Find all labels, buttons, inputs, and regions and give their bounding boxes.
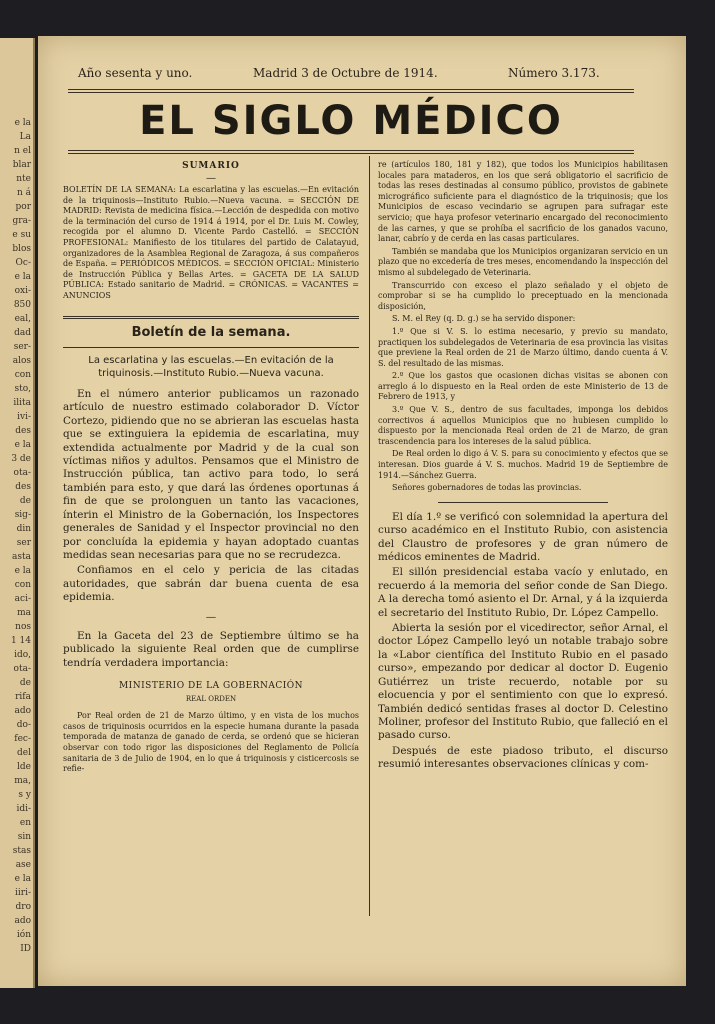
facing-page-fragment: gra- [12,216,31,226]
facing-page-fragment: e la [14,440,31,450]
facing-page-fragment: por [15,202,31,212]
facing-page-fragment: del [17,748,31,758]
facing-page-fragment: n el [14,146,31,156]
orden-item-2: 2.º Que los gastos que ocasionen dichas visitas se abonen con arreglo á lo dispuesto en la Real orden de este Ministerio de 13 de Febrero de 1913, y [378,371,668,402]
sumario-text: BOLETÍN DE LA SEMANA: La escarlatina y las escuelas.—En evitación de la triquinosis—Instituto Rubio.—Nueva vacuna. = SECCIÓN DE MADRID: Revista de medicina física.—Lección de despedida con motivo de la terminación del curso de 1914 á 1914, por el Dr. Luis M. Cowley, recogida por el alumno D. Vicente Pardo Castelló. = SECCIÓN PROFESIONAL: Manifiesto de los titulares del partido de Calatayud, organizadores de la Asamblea Regional de Zaragoza, á sus compañeros de España. = PERIÓDICOS MÉDICOS. = SECCIÓN OFICIAL: Ministerio de Instrucción Pública y Bellas Artes. = GACETA DE LA SALUD PÚBLICA: Estado sanitario de Madrid. = CRÓNICAS. = VACANTES = ANUNCIOS [63,185,359,300]
facing-page-fragment: nte [16,174,31,184]
section-rule-thin [63,347,359,348]
facing-page-fragment: sig- [14,510,31,520]
facing-page-fragment: Oc- [15,258,31,268]
orden-addressee: Señores gobernadores de todas las provincias. [392,483,582,493]
instituto-paragraph-2: El sillón presidencial estaba vacío y enlutado, en recuerdo á la memoria del señor conde de San Diego. A la derecha tomó asiento el Dr. Arnal, y á la izquierda el secretario del Instituto Rubio, Dr. López Campello. [378,566,668,619]
facing-page-fragment: des [15,426,31,436]
issue-number: Número 3.173. [508,66,600,80]
facing-page-fragment: ión [16,930,31,940]
facing-page-fragment: ser [16,538,31,548]
instituto-paragraph-1: El día 1.º se verificó con solemnidad la apertura del curso académico en el Instituto Rubio, con asistencia del Claustro de profesores y de gran número de médicos eminentes de Madrid. [378,510,668,564]
facing-page-fragment: sin [17,832,31,842]
facing-page-fragment: stas [12,846,31,856]
facing-page-fragment: nos [15,622,31,632]
facing-page-fragment: e su [12,230,31,240]
facing-page-fragment: ota- [13,664,31,674]
facing-page-fragment: en [19,818,31,828]
facing-page-fragment: s y [18,790,31,800]
facing-page-fragment: do- [16,720,31,730]
orden-paragraph-2: También se mandaba que los Municipios organizaran servicio en un plazo que no excedería de tres meses, encomendando la inspección del mismo al subdelegado de Veterinaria. [378,246,668,277]
boletin-subhead: La escarlatina y las escuelas.—En evitación de la triquinosis.—Instituto Rubio.—Nueva vacuna. [88,355,334,380]
facing-page-fragment: e la [14,118,31,128]
facing-page-fragment: n á [16,188,31,198]
masthead [68,66,638,82]
facing-page-fragment: ivi- [17,412,31,422]
sumario-dash: — [206,172,216,184]
facing-page-fragment: e la [14,566,31,576]
facing-page-fragment: alos [12,356,31,366]
instituto-paragraph-4: Después de este piadoso tributo, el discurso resumió interesantes observaciones clínicas y com- [378,744,668,771]
facing-page-fragment: dro [15,902,31,912]
boletin-paragraph-3: En la Gaceta del 23 de Septiembre último se ha publicado la siguiente Real orden que de cumplirse tendría verdadera importancia: [63,629,359,669]
boletin-paragraph-1: En el número anterior publicamos un razonado artículo de nuestro estimado colaborador D. Víctor Cortezo, pidiendo que no se abrieran las escuelas hasta que se extinguiera la epidemia de escarlatina, muy extendida actualmente por Madrid y de la cual son víctimas niños y adultos. Pensamos que el Ministro de Instrucción pública, tan activo para todo, lo será también para esto, y que dará las órdenes oportunas á fin de que se prolonguen un tanto las vacaciones, ínterin el Ministro de la Gobernación, los Inspectores generales de Sanidad y el Inspector provincial no den por concluída la epidemia y hayan adoptado cuantas medidas sean necesarias para que no se recrudezca. [63,388,359,561]
date-label: Madrid 3 de Octubre de 1914. [253,66,438,80]
facing-page-fragment: aci- [14,594,31,604]
facing-page-fragment: des [15,482,31,492]
facing-page-fragment: ma, [14,776,31,786]
section-rule [63,316,359,319]
real-orden-heading: REAL ORDEN [185,694,237,703]
facing-page-fragment: de [19,678,31,688]
facing-page-fragment: e la [14,874,31,884]
facing-page-fragment: e la [14,272,31,282]
real-orden-paragraph: Por Real orden de 21 de Marzo último, y en vista de los muchos casos de triquinosis ocurridos en la especie humana durante la pasada temporada de matanza de ganado de cerda, se ordenó que se hicieran observar con todo rigor las disposiciones del Reglamento de Policía sanitaria de 3 de Julio de 1904, en lo que á triquinosis y cisticercosis se refie- [63,711,359,774]
facing-page-fragment: blar [12,160,31,170]
facing-page-fragment: idi- [16,804,31,814]
facing-page-fragment: ilita [13,398,31,408]
facing-page-fragment: ma [17,608,31,618]
sumario-heading: SUMARIO [182,161,240,171]
volume-label: Año sesenta y uno. [78,66,193,80]
facing-page-fragment: 1 14 [10,636,31,646]
facing-page-fragment: dad [14,328,31,338]
facing-page-fragment: rifa [15,692,31,702]
title-rule [68,150,634,151]
facing-page-fragment: din [16,524,31,534]
orden-item-3: 3.º Que V. S., dentro de sus facultades, imponga los debidos correctivos á aquellos Municipios que no hubiesen cumplido lo dispuesto por la mencionada Real orden de 21 de Marzo, de gran trascendencia para los intereses de la salud pública. [378,405,668,446]
boletin-title: Boletín de la semana. [131,324,291,340]
orden-item-1: 1.º Que si V. S. lo estima necesario, y previo su mandato, practiquen los subdelegados de Veterinaria de esa provincia las visitas que previene la Real orden de 21 de Marzo último, dando cuenta á V. S. del resultado de las mismas. [378,326,668,368]
facing-page-margin [0,38,35,988]
title-rule-2 [68,153,634,154]
right-column [378,160,668,774]
facing-page-fragment: ado [14,916,31,926]
separator-dash: — [205,610,217,623]
newspaper-page [38,36,686,986]
facing-page-fragment: 850 [13,300,31,310]
facing-page-fragment: La [19,132,31,142]
orden-paragraph-3: Transcurrido con exceso el plazo señalado y el objeto de comprobar si se ha cumplido lo preceptuado en la mencionada disposición, [378,280,668,311]
ministerio-heading: MINISTERIO DE LA GOBERNACIÓN [118,681,304,692]
facing-page-fragment: de [19,496,31,506]
newspaper-title: EL SIGLO MÉDICO [139,98,563,144]
facing-page-fragment: blos [12,244,31,254]
facing-page-fragment: 3 de [11,454,31,464]
facing-page-fragment: sto, [14,384,31,394]
orden-continued: re (artículos 180, 181 y 182), que todos los Municipios habilitasen locales para mataderos, en los que será obligatorio el sacrificio de todas las reses destinadas al consumo público, provistos de gabinete micrográfico suficiente para el diagnóstico de la triquinosis; que los Municipios de escaso vecindario se agrupen para sufragar este servicio; que haya profesor veterinario encargado del reconocimiento de las carnes, y que se prohíba el sacrificio de los ganados vacuno, lanar, cabrío y de cerda en las casas particulares. [378,160,668,244]
facing-page-fragment: oxi- [14,286,31,296]
left-column [63,160,359,777]
facing-page-fragment: ado [14,706,31,716]
boletin-paragraph-2: Confiamos en el celo y pericia de las citadas autoridades, que sabrán dar buena cuenta de esa epidemia. [63,564,359,604]
facing-page-fragment: con [14,580,31,590]
masthead-rule-2 [68,92,634,93]
orden-paragraph-4: S. M. el Rey (q. D. g.) se ha servido disponer: [392,314,576,324]
separator-rule [438,502,608,503]
facing-page-fragment: ido, [14,650,31,660]
column-divider [369,156,370,916]
orden-closing: De Real orden lo digo á V. S. para su conocimiento y efectos que se interesan. Dios guarde á V. S. muchos. Madrid 19 de Septiembre de 1914.—Sánchez Guerra. [378,449,668,480]
facing-page-fragment: ota- [13,468,31,478]
facing-page-fragment: asta [12,552,31,562]
facing-page-fragment: iiri- [15,888,31,898]
facing-page-fragment: ID [20,944,31,954]
facing-page-fragment: ase [15,860,31,870]
masthead-rule [68,89,634,90]
instituto-paragraph-3: Abierta la sesión por el vicedirector, señor Arnal, el doctor López Campello leyó un notable trabajo sobre la «Labor científica del Instituto Rubio en el pasado curso», empezando por dedicar al doctor D. Eugenio Gutiérrez un triste recuerdo, notable por su elocuencia y por el sentimiento con que lo expresó. También dedicó sentidas frases al doctor D. Celestino Moliner, profesor del Instituto Rubio, que falleció en el pasado curso. [378,622,668,742]
facing-page-fragment: con [14,370,31,380]
facing-page-fragment: lde [17,762,31,772]
facing-page-fragment: eal, [14,314,31,324]
facing-page-fragment: fec- [14,734,31,744]
facing-page-fragment: ser- [13,342,31,352]
